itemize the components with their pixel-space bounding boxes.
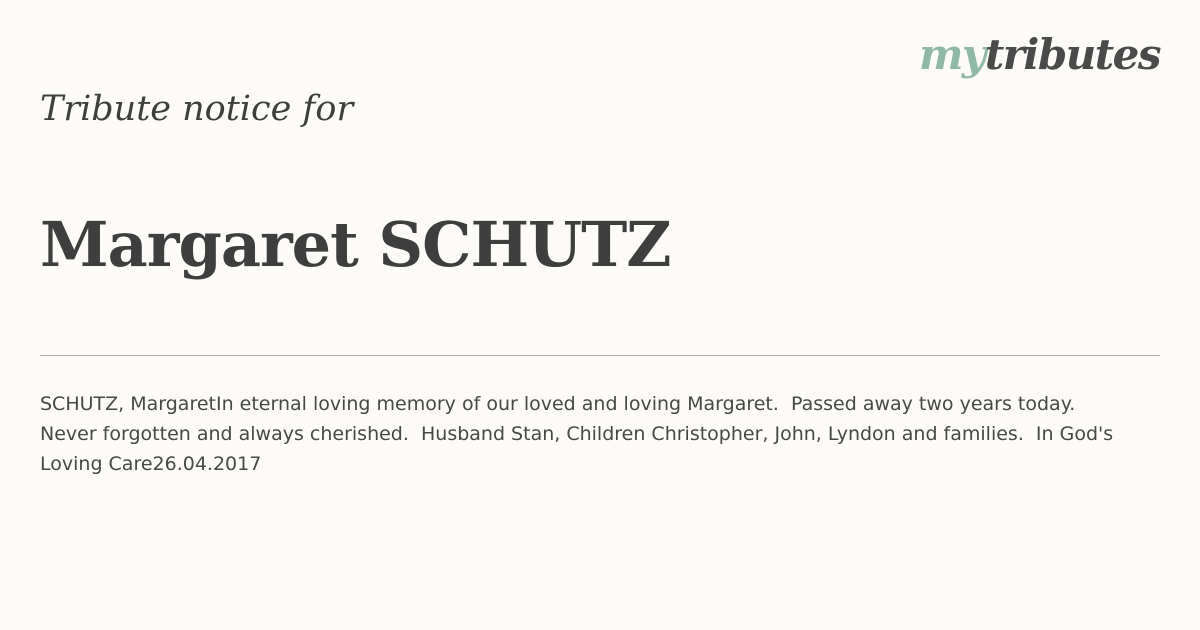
mytributes-logo[interactable] (918, 30, 1160, 79)
section-divider (40, 355, 1160, 356)
tribute-notice-kicker: Tribute notice for (40, 89, 354, 129)
deceased-name: Margaret SCHUTZ (40, 208, 671, 281)
notice-body-text: SCHUTZ, MargaretIn eternal loving memory of our loved and loving Margaret. Passed away two years today. Never forgotten and always cherished. Husband Stan, Children Christopher, John, Lyndon and families. In God's Loving Care26.04.2017 (40, 393, 1120, 475)
logo-tributes-text: tributes (984, 30, 1160, 79)
logo-my-text: my (918, 30, 985, 79)
